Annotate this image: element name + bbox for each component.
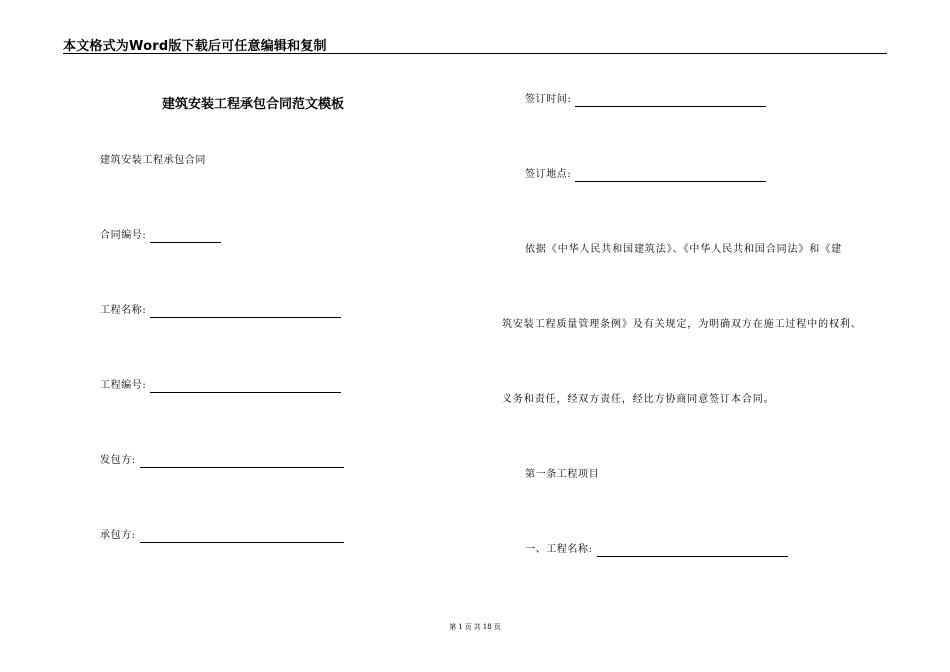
field-contractor: [100, 529, 344, 543]
footer-total-pages: 18: [482, 623, 492, 631]
field-label: 工程编号:: [100, 380, 147, 391]
employer-blank: [140, 456, 344, 468]
field-label: 签订地点:: [525, 169, 572, 180]
field-label: 合同编号:: [100, 230, 147, 241]
paragraph-line: 依据《中华人民共和国建筑法》、《中华人民共和国合同法》和《建: [525, 244, 842, 255]
field-sign-place: [525, 168, 766, 182]
item-project-name-blank: [597, 545, 788, 557]
footer-prefix: 第: [449, 623, 457, 631]
paragraph-line: 义务和责任，经双方责任，经比方协商同意签订本合同。: [502, 394, 775, 405]
sign-time-blank: [575, 95, 766, 107]
contract-intro: 建筑安装工程承包合同: [100, 155, 206, 166]
paragraph-line: 筑安装工程质量管理条例》及有关规定，为明确双方在施工过程中的权利、: [502, 319, 862, 330]
project-number-blank: [150, 381, 341, 393]
footer-page-unit: 页: [464, 623, 472, 631]
project-name-blank: [150, 306, 341, 318]
field-label: 承包方:: [100, 530, 136, 541]
sign-place-blank: [575, 170, 766, 182]
field-sign-time: [525, 93, 766, 107]
page-footer: [0, 622, 950, 632]
page-header: [63, 35, 887, 54]
field-label: 签订时间:: [525, 94, 572, 105]
field-contract-number: [100, 229, 221, 243]
field-project-number: [100, 379, 341, 393]
contractor-blank: [140, 531, 344, 543]
document-title: 建筑安装工程承包合同范文模板: [162, 97, 345, 112]
header-title: 本文格式为Word版下载后可任意编辑和复制: [63, 39, 327, 54]
footer-total-unit: 页: [493, 623, 501, 631]
field-label: 工程名称:: [100, 305, 147, 316]
footer-total-prefix: 共: [473, 623, 481, 631]
contract-number-blank: [150, 231, 221, 243]
field-employer: [100, 454, 344, 468]
section-heading: 第一条工程项目: [525, 469, 600, 480]
field-label: 一、工程名称:: [525, 544, 593, 555]
footer-page-number: 1: [458, 623, 463, 631]
field-label: 发包方:: [100, 455, 136, 466]
field-item-project-name: [525, 543, 788, 557]
field-project-name: [100, 304, 341, 318]
